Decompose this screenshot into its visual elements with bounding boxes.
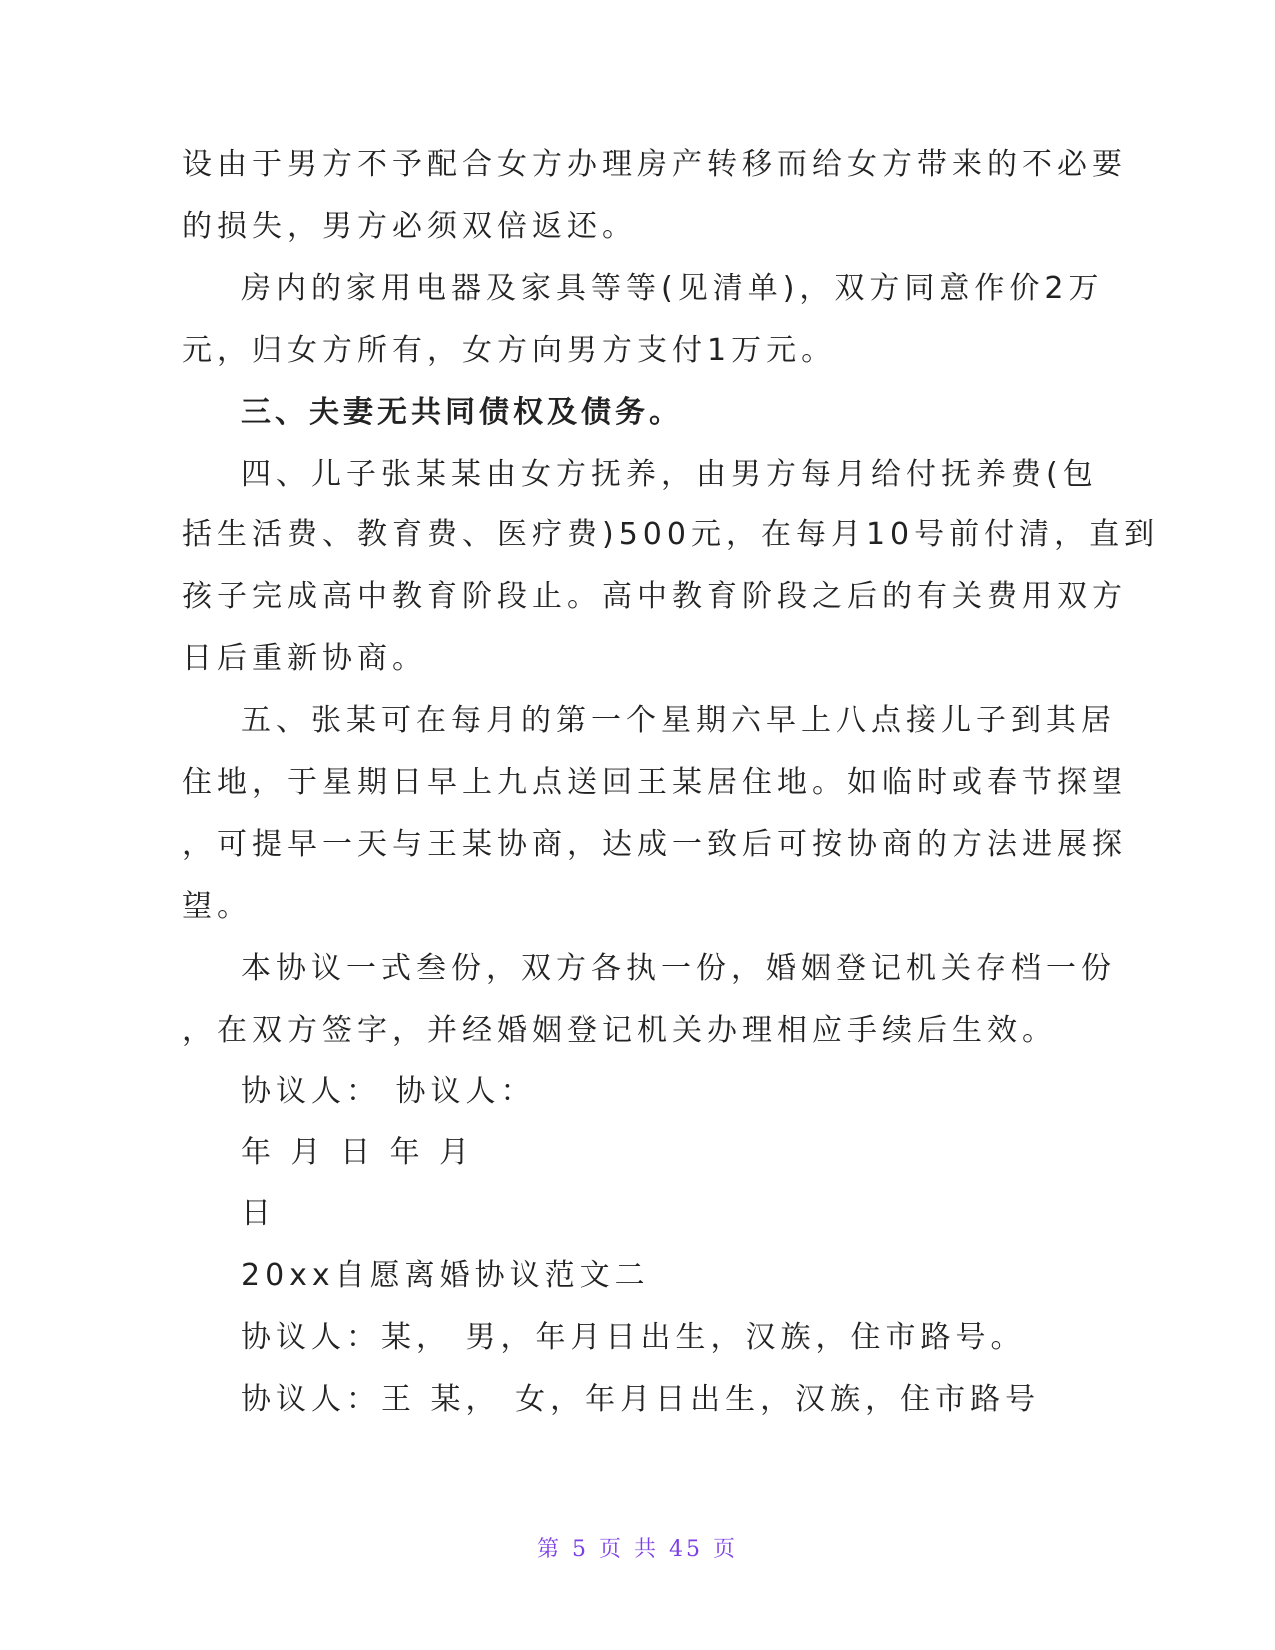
- page-number-footer: 第 5 页 共 45 页: [537, 1537, 738, 1562]
- section-heading: 三、夫妻无共同债权及债务。: [241, 395, 683, 430]
- signature-dates: 年 月 日 年 月: [241, 1135, 475, 1170]
- paragraph-line: 括生活费、教育费、医疗费)500元，在每月10号前付清，直到: [182, 517, 1160, 552]
- paragraph-line: 五、张某可在每月的第一个星期六早上八点接儿子到其居: [241, 703, 1116, 738]
- sample-title: 20xx自愿离婚协议范文二: [241, 1258, 650, 1293]
- signature-day: 日: [241, 1196, 276, 1231]
- paragraph-line: 望。: [182, 889, 252, 924]
- paragraph-line: 房内的家用电器及家具等等(见清单)，双方同意作价2万: [241, 271, 1104, 306]
- paragraph-line: 设由于男方不予配合女方办理房产转移而给女方带来的不必要: [182, 147, 1127, 182]
- paragraph-line: 日后重新协商。: [182, 641, 427, 676]
- paragraph-line: 元，归女方所有，女方向男方支付1万元。: [182, 333, 837, 368]
- signature-parties: 协议人： 协议人：: [241, 1074, 536, 1109]
- paragraph-line: ，在双方签字，并经婚姻登记机关办理相应手续后生效。: [182, 1013, 1057, 1048]
- party-line: 协议人：某， 男，年月日出生，汉族，住市路号。: [241, 1320, 1026, 1355]
- paragraph-line: 本协议一式叁份，双方各执一份，婚姻登记机关存档一份: [241, 951, 1116, 986]
- paragraph-line: 的损失，男方必须双倍返还。: [182, 209, 637, 244]
- paragraph-line: 住地，于星期日早上九点送回王某居住地。如临时或春节探望: [182, 765, 1127, 800]
- party-line: 协议人：王 某， 女，年月日出生，汉族，住市路号: [241, 1382, 1041, 1417]
- paragraph-line: 四、儿子张某某由女方抚养，由男方每月给付抚养费(包: [241, 457, 1098, 492]
- paragraph-line: 孩子完成高中教育阶段止。高中教育阶段之后的有关费用双方: [182, 579, 1127, 614]
- paragraph-line: ，可提早一天与王某协商，达成一致后可按协商的方法进展探: [182, 827, 1127, 862]
